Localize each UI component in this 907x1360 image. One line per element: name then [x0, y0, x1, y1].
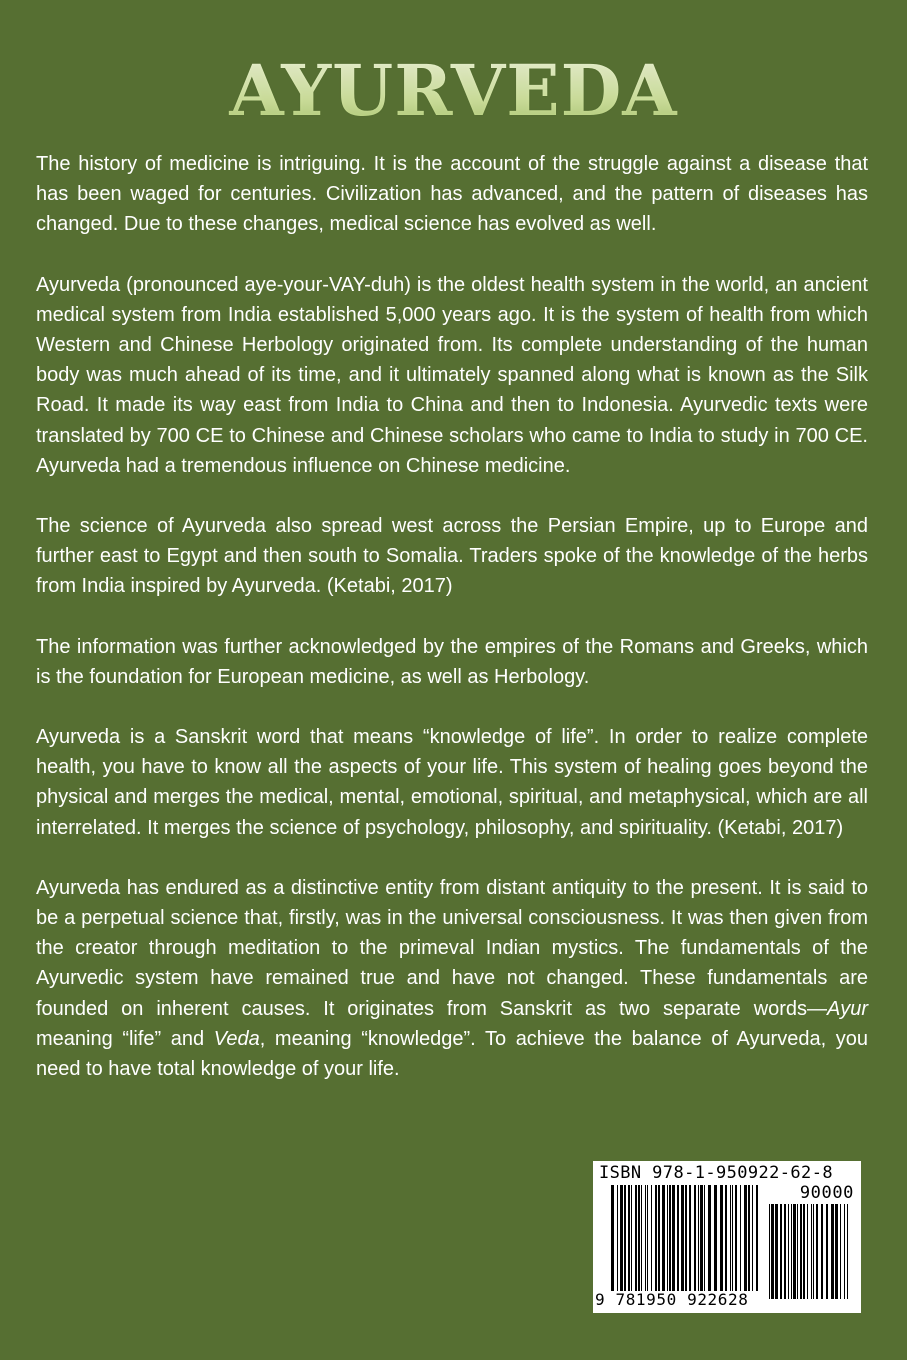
barcode-bar — [756, 1185, 758, 1291]
barcode-bar — [685, 1185, 687, 1291]
barcode-bar — [735, 1185, 737, 1291]
isbn-barcode — [593, 1161, 861, 1313]
barcode-bar — [681, 1185, 684, 1291]
barcode-bar — [667, 1185, 668, 1291]
barcode-bar — [700, 1185, 703, 1291]
barcode-bar — [631, 1185, 632, 1291]
barcode-bar — [788, 1204, 789, 1299]
barcode-bar — [655, 1185, 657, 1291]
barcode-bar — [672, 1185, 675, 1291]
isbn-label: ISBN 978-1-950922-62-8 — [599, 1163, 833, 1183]
barcode-bar — [744, 1185, 747, 1291]
barcode-bar — [628, 1185, 630, 1291]
barcode-bar — [816, 1204, 818, 1299]
paragraph-sanskrit-meaning: Ayurveda is a Sanskrit word that means “knowledge of life”. In order to realize complete health, you have to know all the aspects of your life. This system of healing goes beyond the physical and merges the medical, mental, emotional, spiritual, and metaphysical, which are all interrelated. It merges the science of psychology, philosophy, and spirituality. (Ketabi, 2017) — [36, 726, 868, 839]
paragraph-origins: Ayurveda (pronounced aye-your-VAY-duh) is the oldest health system in the world, an ancient medical system from India established 5,000 years ago. It is the system of health from which Western and Chinese Herbology originated from. Its complete understanding of the human body was much ahead of its time, and it ultimately spanned along what is known as the Silk Road. It made its way east from India to China and then to Indonesia. Ayurvedic texts were translated by 700 CE to Chinese and Chinese scholars who came to India to study in 700 CE. Ayurveda had a tremendous influence on Chinese medicine. — [36, 273, 868, 477]
barcode-bar — [752, 1185, 753, 1291]
barcode-bars-main — [611, 1185, 761, 1291]
paragraph-endured-part1: Ayurveda has endured as a distinctive entity from distant antiquity to the present. It is said to be a perpetual science that, firstly, was in the universal consciousness. It was then given from the creator through meditation to the primeval Indian mystics. The fundamentals of the Ayurvedic system have remained true and have not changed. These fundamentals are founded on inherent causes. It originates from Sanskrit as two separate words— — [36, 876, 868, 1020]
barcode-bar — [647, 1185, 648, 1291]
barcode-bar — [689, 1185, 691, 1291]
barcode-bar — [797, 1204, 798, 1299]
price-code-label: 90000 — [799, 1183, 854, 1203]
word-veda: Veda — [213, 1027, 260, 1050]
barcode-bar — [725, 1185, 727, 1291]
barcode-bar — [793, 1204, 796, 1299]
word-ayur: Ayur — [827, 997, 868, 1020]
barcode-bar — [651, 1185, 652, 1291]
barcode-bar — [677, 1185, 679, 1291]
barcode-bar — [611, 1185, 614, 1291]
barcode-bar — [645, 1185, 646, 1291]
paragraph-spread-west: The science of Ayurveda also spread west across the Persian Empire, up to Europe and further east to Egypt and then south to Somalia. Traders spoke of the knowledge of the herbs from India inspired by Ayurveda. (Ketabi, 2017) — [36, 515, 868, 598]
barcode-bar — [813, 1204, 814, 1299]
barcode-bar — [835, 1204, 838, 1299]
barcode-bar — [784, 1204, 786, 1299]
barcode-bar — [844, 1204, 845, 1299]
barcode-bar — [720, 1185, 723, 1291]
barcode-bar — [803, 1204, 805, 1299]
barcode-bar — [704, 1185, 705, 1291]
barcode-digits: 9 781950 922628 — [595, 1290, 749, 1309]
barcode-bar — [714, 1185, 717, 1291]
barcode-bar — [775, 1204, 778, 1299]
barcode-bar — [620, 1185, 623, 1291]
barcode-bar — [732, 1185, 733, 1291]
paragraph-romans-greeks: The information was further acknowledged by the empires of the Romans and Greeks, which is the foundation for European medicine, as well as Herbology. — [36, 635, 868, 688]
barcode-bar — [780, 1204, 782, 1299]
paragraph-endured — [36, 873, 868, 1084]
cover-title: AYURVEDA — [0, 46, 907, 136]
barcode-bar — [662, 1185, 665, 1291]
barcode-bars-addon — [769, 1204, 849, 1299]
barcode-bar — [740, 1185, 741, 1291]
barcode-bar — [669, 1185, 671, 1291]
barcode-bar — [638, 1185, 640, 1291]
barcode-bar — [821, 1204, 823, 1299]
paragraph-endured-part2: meaning “life” and — [36, 1027, 214, 1050]
blurb-text — [36, 149, 868, 1114]
barcode-bar — [748, 1185, 750, 1291]
barcode-bar — [730, 1185, 731, 1291]
barcode-bar — [698, 1185, 699, 1291]
barcode-bar — [807, 1204, 808, 1299]
barcode-bar — [641, 1185, 642, 1291]
barcode-bar — [811, 1204, 812, 1299]
barcode-bar — [708, 1185, 711, 1291]
barcode-bar — [635, 1185, 637, 1291]
barcode-bar — [800, 1204, 802, 1299]
barcode-bar — [826, 1204, 828, 1299]
barcode-bar — [791, 1204, 792, 1299]
barcode-bar — [658, 1185, 660, 1291]
paragraph-history: The history of medicine is intriguing. It is the account of the struggle against a disease that has been waged for centuries. Civilization has advanced, and the pattern of diseases has changed. Due to these changes, medical science has evolved as well. — [36, 153, 868, 236]
barcode-bar — [624, 1185, 626, 1291]
barcode-bar — [771, 1204, 774, 1299]
barcode-bar — [617, 1185, 618, 1291]
paragraph-endured-part3: , meaning “knowledge”. To achieve the balance of Ayurveda, you need to have total knowledge of your life. — [36, 1027, 868, 1081]
barcode-bar — [840, 1204, 841, 1299]
barcode-bar — [769, 1204, 770, 1299]
barcode-bar — [694, 1185, 696, 1291]
barcode-bar — [831, 1204, 834, 1299]
barcode-bar — [847, 1204, 848, 1299]
